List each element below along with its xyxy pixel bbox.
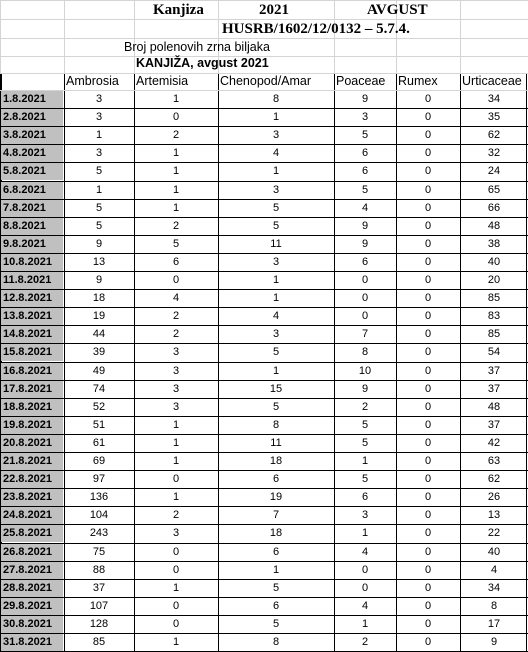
data-cell: 19 <box>269 491 283 504</box>
row-date: 27.8.2021 <box>3 563 52 576</box>
row-date: 10.8.2021 <box>3 255 52 268</box>
data-cell: 104 <box>89 509 109 522</box>
data-cell: 62 <box>487 473 501 486</box>
data-cell: 3 <box>272 328 280 341</box>
row-border <box>0 470 528 471</box>
data-cell: 0 <box>172 111 180 124</box>
header-year: 2021 <box>259 2 289 18</box>
row-date: 11.8.2021 <box>3 274 52 286</box>
table-title: KANJIŽA, avgust 2021 <box>136 56 269 70</box>
data-cell: 24 <box>487 165 501 178</box>
data-cell: 1 <box>361 455 369 467</box>
data-cell: 5 <box>95 201 103 214</box>
row-border <box>0 162 528 163</box>
data-cell: 128 <box>89 617 109 630</box>
data-cell: 9 <box>95 274 103 286</box>
data-cell: 4 <box>272 310 280 323</box>
data-cell: 35 <box>487 111 501 124</box>
row-border <box>0 144 528 145</box>
data-cell: 69 <box>92 455 106 467</box>
data-cell: 66 <box>487 201 501 214</box>
column-header: Chenopod/Amar <box>220 74 312 88</box>
data-cell: 1 <box>272 292 280 305</box>
data-cell: 74 <box>92 382 106 395</box>
row-border <box>0 181 528 182</box>
grid-line <box>0 90 528 91</box>
data-cell: 8 <box>272 418 280 431</box>
data-cell: 0 <box>424 255 432 268</box>
data-cell: 9 <box>361 219 369 232</box>
row-border <box>0 597 528 598</box>
data-cell: 51 <box>92 418 106 431</box>
data-cell: 1 <box>172 436 180 449</box>
data-cell: 52 <box>92 400 106 413</box>
data-cell: 18 <box>269 455 283 467</box>
data-cell: 0 <box>424 219 432 232</box>
data-cell: 0 <box>424 545 432 558</box>
data-cell: 0 <box>361 581 369 594</box>
column-header: Poaceae <box>336 74 386 88</box>
row-date: 21.8.2021 <box>3 455 52 467</box>
data-cell: 0 <box>424 636 432 648</box>
row-border <box>0 506 528 507</box>
data-cell: 48 <box>487 219 501 232</box>
row-border <box>0 253 528 254</box>
row-date: 26.8.2021 <box>3 545 52 558</box>
data-cell: 17 <box>487 617 501 630</box>
data-cell: 3 <box>272 255 280 268</box>
data-cell: 2 <box>172 328 180 341</box>
data-cell: 0 <box>424 617 432 630</box>
header-place: Kanjiza <box>153 2 204 18</box>
data-cell: 0 <box>424 310 432 323</box>
data-cell: 3 <box>172 364 180 377</box>
row-date: 30.8.2021 <box>3 617 52 630</box>
row-border <box>0 271 528 272</box>
row-border <box>0 543 528 544</box>
row-date: 22.8.2021 <box>3 473 52 486</box>
data-cell: 0 <box>361 292 369 305</box>
row-date: 18.8.2021 <box>3 400 52 413</box>
row-date: 3.8.2021 <box>3 129 46 142</box>
data-cell: 6 <box>272 545 280 558</box>
data-cell: 1 <box>95 129 103 142</box>
data-cell: 3 <box>95 93 103 105</box>
data-cell: 0 <box>424 292 432 305</box>
data-cell: 38 <box>487 237 501 250</box>
data-cell: 85 <box>487 292 501 305</box>
row-border <box>0 579 528 580</box>
data-cell: 6 <box>361 147 369 160</box>
row-border <box>0 398 528 399</box>
data-cell: 0 <box>172 599 180 612</box>
grid-line <box>0 0 1 73</box>
data-cell: 37 <box>92 581 106 594</box>
data-cell: 0 <box>424 183 432 196</box>
data-cell: 1 <box>172 201 180 214</box>
data-cell: 1 <box>172 581 180 594</box>
data-cell: 0 <box>424 364 432 377</box>
header-code: HUSRB/1602/12/0132 – 5.7.4. <box>222 21 410 37</box>
data-cell: 136 <box>89 491 109 504</box>
data-cell: 3 <box>95 111 103 124</box>
data-cell: 22 <box>487 527 501 540</box>
data-cell: 88 <box>92 563 106 576</box>
data-cell: 65 <box>487 183 501 196</box>
data-cell: 37 <box>487 364 501 377</box>
row-date: 5.8.2021 <box>3 165 46 178</box>
data-cell: 0 <box>424 165 432 178</box>
data-cell: 2 <box>172 219 180 232</box>
row-date: 9.8.2021 <box>3 237 46 250</box>
row-border <box>0 380 528 381</box>
row-border <box>0 126 528 127</box>
data-cell: 0 <box>424 455 432 467</box>
row-date: 19.8.2021 <box>3 418 52 431</box>
row-date: 23.8.2021 <box>3 491 52 504</box>
data-cell: 3 <box>272 129 280 142</box>
row-border <box>0 108 528 109</box>
row-border <box>0 199 528 200</box>
data-cell: 34 <box>487 93 501 105</box>
data-cell: 0 <box>424 274 432 286</box>
data-cell: 5 <box>361 436 369 449</box>
data-cell: 5 <box>361 473 369 486</box>
row-border <box>0 416 528 417</box>
data-cell: 0 <box>424 201 432 214</box>
grid-line <box>0 38 528 39</box>
data-cell: 5 <box>361 418 369 431</box>
data-cell: 85 <box>487 328 501 341</box>
data-cell: 0 <box>172 617 180 630</box>
row-date: 8.8.2021 <box>3 219 46 232</box>
data-cell: 5 <box>95 219 103 232</box>
data-cell: 0 <box>424 509 432 522</box>
data-cell: 83 <box>487 310 501 323</box>
data-cell: 3 <box>172 400 180 413</box>
data-cell: 1 <box>172 93 180 105</box>
data-cell: 243 <box>89 527 109 540</box>
row-date: 28.8.2021 <box>3 581 52 594</box>
data-cell: 5 <box>272 581 280 594</box>
data-cell: 8 <box>361 346 369 359</box>
grid-line <box>64 0 65 73</box>
data-cell: 0 <box>361 274 369 286</box>
data-cell: 1 <box>272 111 280 124</box>
data-cell: 62 <box>487 129 501 142</box>
data-cell: 40 <box>487 255 501 268</box>
data-cell: 6 <box>272 599 280 612</box>
data-cell: 0 <box>172 563 180 576</box>
data-cell: 0 <box>361 563 369 576</box>
data-cell: 97 <box>92 473 106 486</box>
data-cell: 0 <box>424 491 432 504</box>
data-cell: 0 <box>424 111 432 124</box>
data-cell: 5 <box>172 237 180 250</box>
data-cell: 0 <box>424 147 432 160</box>
row-border <box>0 452 528 453</box>
row-border <box>0 561 528 562</box>
data-cell: 8 <box>272 636 280 648</box>
row-date: 25.8.2021 <box>3 527 52 540</box>
data-cell: 40 <box>487 545 501 558</box>
data-cell: 6 <box>361 165 369 178</box>
row-border <box>0 615 528 616</box>
data-cell: 3 <box>361 111 369 124</box>
row-date: 15.8.2021 <box>3 346 52 359</box>
data-cell: 34 <box>487 581 501 594</box>
data-cell: 1 <box>272 274 280 286</box>
data-cell: 10 <box>358 364 372 377</box>
column-header: Artemisia <box>136 74 189 88</box>
data-cell: 107 <box>89 599 109 612</box>
data-cell: 1 <box>95 183 103 196</box>
data-cell: 13 <box>487 509 501 522</box>
data-cell: 7 <box>272 509 280 522</box>
data-cell: 3 <box>172 527 180 540</box>
data-cell: 6 <box>172 255 180 268</box>
data-cell: 5 <box>272 201 280 214</box>
data-cell: 39 <box>92 346 106 359</box>
data-cell: 0 <box>172 545 180 558</box>
data-cell: 18 <box>269 527 283 540</box>
data-cell: 3 <box>172 346 180 359</box>
row-date: 13.8.2021 <box>3 310 52 323</box>
data-cell: 2 <box>172 310 180 323</box>
data-cell: 1 <box>172 147 180 160</box>
data-cell: 5 <box>272 346 280 359</box>
grid-line <box>0 0 528 1</box>
row-border <box>0 343 528 344</box>
data-cell: 44 <box>92 328 106 341</box>
data-cell: 0 <box>424 93 432 105</box>
data-cell: 26 <box>487 491 501 504</box>
data-cell: 32 <box>487 147 501 160</box>
column-header: Rumex <box>398 74 438 88</box>
row-date: 1.8.2021 <box>3 93 46 105</box>
data-cell: 5 <box>272 617 280 630</box>
data-cell: 4 <box>361 599 369 612</box>
data-cell: 0 <box>424 473 432 486</box>
data-cell: 9 <box>361 93 369 105</box>
data-cell: 2 <box>361 400 369 413</box>
row-date: 7.8.2021 <box>3 201 46 214</box>
data-cell: 0 <box>424 581 432 594</box>
data-cell: 6 <box>361 491 369 504</box>
data-cell: 42 <box>487 436 501 449</box>
row-border <box>0 325 528 326</box>
data-cell: 3 <box>172 382 180 395</box>
data-cell: 1 <box>361 617 369 630</box>
data-cell: 1 <box>172 491 180 504</box>
data-cell: 0 <box>424 382 432 395</box>
data-cell: 18 <box>92 292 106 305</box>
data-cell: 15 <box>269 382 283 395</box>
data-cell: 8 <box>490 599 498 612</box>
data-cell: 1 <box>172 183 180 196</box>
data-cell: 3 <box>361 509 369 522</box>
data-cell: 1 <box>172 165 180 178</box>
data-cell: 1 <box>272 563 280 576</box>
data-cell: 0 <box>424 237 432 250</box>
data-cell: 0 <box>424 418 432 431</box>
row-date: 29.8.2021 <box>3 599 52 612</box>
data-cell: 11 <box>270 436 282 449</box>
data-cell: 13 <box>92 255 106 268</box>
row-border <box>0 633 528 634</box>
data-cell: 1 <box>172 636 180 648</box>
data-cell: 0 <box>424 400 432 413</box>
data-cell: 6 <box>361 255 369 268</box>
data-cell: 48 <box>487 400 501 413</box>
row-border <box>0 217 528 218</box>
row-date: 20.8.2021 <box>3 436 52 449</box>
row-date: 12.8.2021 <box>3 292 52 305</box>
row-date: 16.8.2021 <box>3 364 52 377</box>
data-cell: 37 <box>487 418 501 431</box>
data-cell: 54 <box>487 346 501 359</box>
row-border <box>0 362 528 363</box>
data-cell: 5 <box>361 183 369 196</box>
column-header: Urticaceae <box>462 74 522 88</box>
data-cell: 5 <box>361 129 369 142</box>
data-cell: 8 <box>272 93 280 105</box>
header-month: AVGUST <box>367 2 428 18</box>
grid-line <box>134 0 135 73</box>
data-cell: 0 <box>424 129 432 142</box>
data-cell: 0 <box>361 310 369 323</box>
data-cell: 85 <box>92 636 106 648</box>
data-cell: 4 <box>172 292 180 305</box>
data-cell: 11 <box>270 237 282 250</box>
row-border <box>0 307 528 308</box>
data-cell: 4 <box>490 563 498 576</box>
data-cell: 9 <box>361 382 369 395</box>
data-cell: 61 <box>92 436 106 449</box>
row-date: 24.8.2021 <box>3 509 52 522</box>
data-cell: 5 <box>272 400 280 413</box>
row-date: 14.8.2021 <box>3 328 52 341</box>
data-cell: 1 <box>272 165 280 178</box>
row-border <box>0 524 528 525</box>
data-cell: 0 <box>424 563 432 576</box>
data-cell: 5 <box>95 165 103 178</box>
data-cell: 9 <box>490 636 498 648</box>
data-cell: 0 <box>424 599 432 612</box>
data-cell: 37 <box>487 382 501 395</box>
data-cell: 6 <box>272 473 280 486</box>
data-cell: 7 <box>361 328 369 341</box>
data-cell: 2 <box>172 509 180 522</box>
data-cell: 0 <box>424 328 432 341</box>
data-cell: 1 <box>272 364 280 377</box>
data-cell: 2 <box>361 636 369 648</box>
row-border <box>0 235 528 236</box>
row-border <box>0 289 528 290</box>
data-cell: 4 <box>272 147 280 160</box>
data-cell: 5 <box>272 219 280 232</box>
data-cell: 0 <box>172 473 180 486</box>
grid-line <box>0 19 528 20</box>
data-cell: 0 <box>424 436 432 449</box>
row-date: 6.8.2021 <box>3 183 46 196</box>
data-cell: 63 <box>487 455 501 467</box>
data-cell: 3 <box>272 183 280 196</box>
data-cell: 1 <box>172 418 180 431</box>
data-cell: 9 <box>95 237 103 250</box>
data-cell: 19 <box>92 310 106 323</box>
row-date: 31.8.2021 <box>3 636 52 648</box>
data-cell: 0 <box>172 274 180 286</box>
data-cell: 4 <box>361 201 369 214</box>
data-cell: 9 <box>361 237 369 250</box>
data-cell: 75 <box>92 545 106 558</box>
grid-line <box>460 0 461 73</box>
data-cell: 4 <box>361 545 369 558</box>
row-date: 2.8.2021 <box>3 111 46 124</box>
row-border <box>0 488 528 489</box>
row-date: 17.8.2021 <box>3 382 52 395</box>
column-header: Ambrosia <box>66 74 119 88</box>
data-cell: 3 <box>95 147 103 160</box>
row-date: 4.8.2021 <box>3 147 46 160</box>
data-cell: 2 <box>172 129 180 142</box>
data-cell: 1 <box>361 527 369 540</box>
data-cell: 1 <box>172 455 180 467</box>
data-cell: 0 <box>424 346 432 359</box>
header-subtitle: Broj polenovih zrna biljaka <box>124 40 270 54</box>
data-cell: 49 <box>92 364 106 377</box>
data-cell: 20 <box>487 274 501 286</box>
data-cell: 0 <box>424 527 432 540</box>
row-border <box>0 434 528 435</box>
